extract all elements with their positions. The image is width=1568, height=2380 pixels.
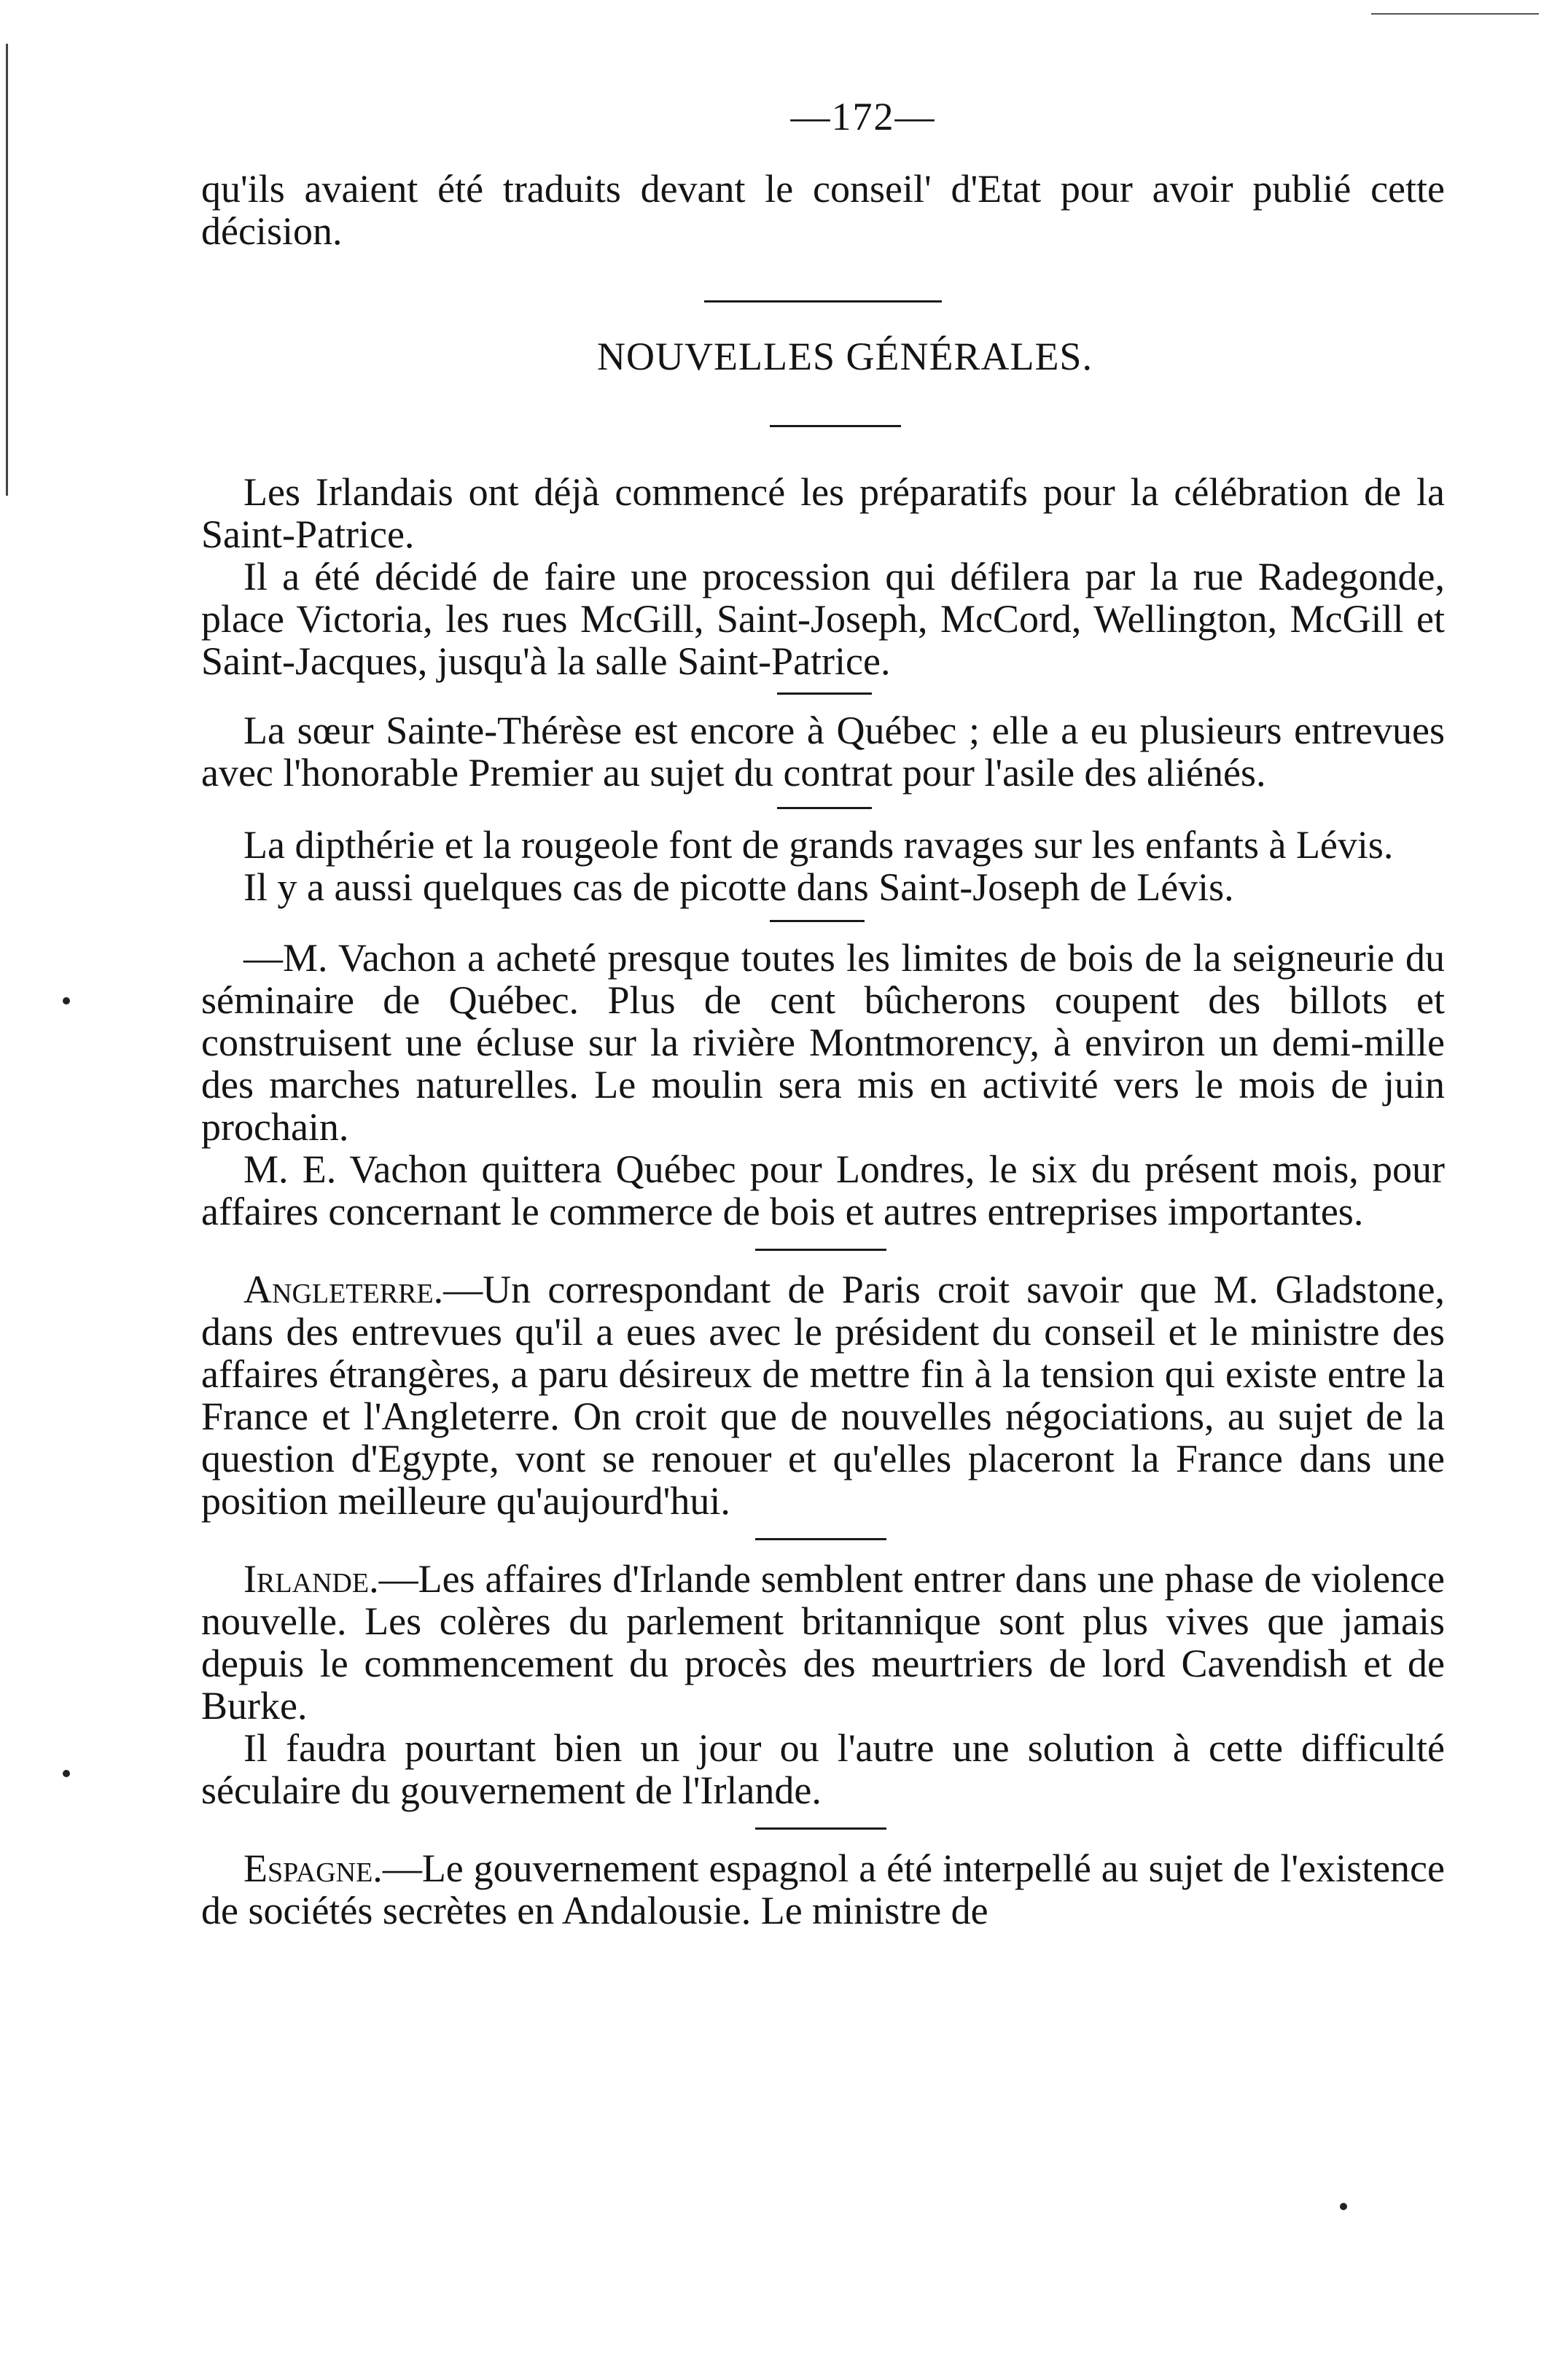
paragraph-levis-2: Il y a aussi quelques cas de picotte dans Saint-Joseph de Lévis. [243,865,1234,909]
document-page [201,95,1445,1932]
paragraph-levis-1: La dipthérie et la rougeole font de grands ravages sur les enfants à Lévis. [243,823,1394,867]
paragraph-irlande: Irlande.—Les affaires d'Irlande semblent entrer dans une phase de violence nouvelle. Les colères du parlement britannique sont plus vives que jamais depuis le commencement du procès des meurtriers de lord Cavendish et de Burke. [201,1557,1445,1728]
divider [704,300,942,303]
label-angleterre: Angleterre. [243,1268,444,1311]
paragraph-vachon-1: —M. Vachon a acheté presque toutes les limites de bois de la seigneurie du séminaire de Québec. Plus de cent bûcherons coupent des billots et construisent une écluse sur la rivière Montmorency, à environ un demi-mille des marches naturelles. Le moulin sera mis en activité vers le mois de juin prochain. [201,936,1445,1149]
paragraph-vachon-2: M. E. Vachon quittera Québec pour Londres, le six du présent mois, pour affaires concernant le commerce de bois et autres entreprises importantes. [201,1147,1445,1233]
paragraph-irlande-2: Il faudra pourtant bien un jour ou l'autre une solution à cette difficulté séculaire du gouvernement de l'Irlande. [201,1726,1445,1812]
paragraph-irish-2: Il a été décidé de faire une procession qui défilera par la rue Radegonde, place Victoria, les rues McGill, Saint-Joseph, McCord, Wellington, McGill et Saint-Jacques, jusqu'à la salle Saint-Patrice. [201,555,1445,683]
page-top-line [1371,13,1539,15]
paragraph-espagne: Espagne.—Le gouvernement espagnol a été interpellé au sujet de l'existence de sociétés secrètes en Andalousie. Le ministre de [201,1846,1445,1932]
paragraph-soeur: La sœur Sainte-Thérèse est encore à Québec ; elle a eu plusieurs entrevues avec l'honorable Premier au sujet du contrat pour l'asile des aliénés. [201,709,1445,795]
label-irlande: Irlande. [243,1557,379,1601]
paragraph-angleterre: Angleterre.—Un correspondant de Paris croit savoir que M. Gladstone, dans des entrevues qu'il a eues avec le président du conseil et le ministre des affaires étrangères, a paru désireux de mettre fin à la tension qui existe entre la France et l'Angleterre. On croit que de nouvelles négociations, au sujet de la question d'Egypte, vont se renouer et qu'elles placeront la France dans une position meilleure qu'aujourd'hui. [201,1268,1445,1523]
margin-dot [63,997,70,1004]
intro-paragraph: qu'ils avaient été traduits devant le conseil' d'Etat pour avoir publié cette décision. [201,167,1445,253]
page-number: —172— [790,95,936,138]
margin-dot [63,1770,70,1777]
margin-dot [1340,2203,1347,2210]
paragraph-irish-1: Les Irlandais ont déjà commencé les préparatifs pour la célébration de la Saint-Patrice. [201,470,1445,556]
page-edge-line [6,44,8,496]
section-title: NOUVELLES GÉNÉRALES. [597,335,1093,378]
label-espagne: Espagne. [243,1846,383,1890]
